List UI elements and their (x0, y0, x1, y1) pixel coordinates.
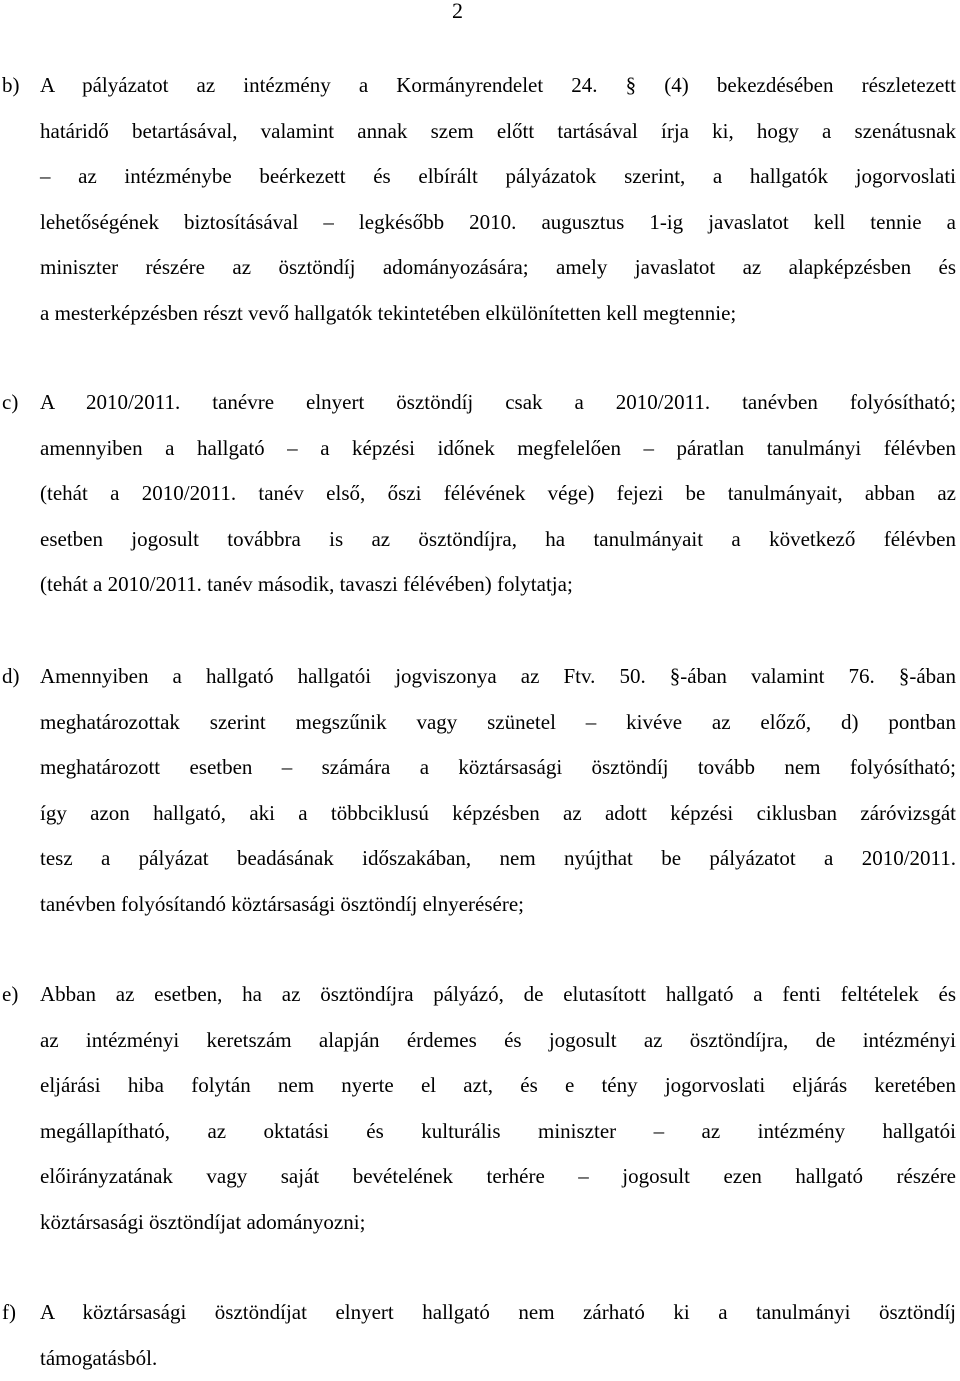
text-line: A 2010/2011. tanévre elnyert ösztöndíj csak a 2010/2011. tanévben folyósítható; (40, 380, 956, 426)
text-line: tanévben folyósítandó köztársasági ösztöndíj elnyerésére; (40, 882, 956, 928)
text-line: Abban az esetben, ha az ösztöndíjra pályázó, de elutasított hallgató a fenti feltételek és (40, 972, 956, 1018)
text-line: tesz a pályázat beadásának időszakában, nem nyújthat be pályázatot a 2010/2011. (40, 836, 956, 882)
text-line: (tehát a 2010/2011. tanév második, tavaszi félévében) folytatja; (40, 562, 956, 608)
page-number: 2 (452, 0, 463, 24)
paragraph-text (40, 63, 956, 336)
text-line: köztársasági ösztöndíjat adományozni; (40, 1200, 956, 1246)
paragraph-text (40, 380, 956, 608)
text-line: határidő betartásával, valamint annak szem előtt tartásával írja ki, hogy a szenátusnak (40, 109, 956, 155)
text-line: az intézményi keretszám alapján érdemes és jogosult az ösztöndíjra, de intézményi (40, 1018, 956, 1064)
item-letter: c) (2, 380, 18, 426)
text-line: esetben jogosult továbbra is az ösztöndíjra, ha tanulmányait a következő félévben (40, 517, 956, 563)
item-letter: d) (2, 654, 20, 700)
text-line: előirányzatának vagy saját bevételének terhére – jogosult ezen hallgató részére (40, 1154, 956, 1200)
text-line: – az intézménybe beérkezett és elbírált pályázatok szerint, a hallgatók jogorvoslati (40, 154, 956, 200)
paragraph-text (40, 972, 956, 1245)
text-line: A köztársasági ösztöndíjat elnyert hallgató nem zárható ki a tanulmányi ösztöndíj (40, 1290, 956, 1336)
text-line: meghatározottak szerint megszűnik vagy szünetel – kivéve az előző, d) pontban (40, 700, 956, 746)
text-line: (tehát a 2010/2011. tanév első, őszi félévének vége) fejezi be tanulmányait, abban az (40, 471, 956, 517)
item-letter: b) (2, 63, 20, 109)
text-line: támogatásból. (40, 1336, 956, 1381)
text-line: meghatározott esetben – számára a köztársasági ösztöndíj tovább nem folyósítható; (40, 745, 956, 791)
paragraph-text (40, 1290, 956, 1381)
text-line: miniszter részére az ösztöndíj adományozására; amely javaslatot az alapképzésben és (40, 245, 956, 291)
text-line: eljárási hiba folytán nem nyerte el azt, és e tény jogorvoslati eljárás keretében (40, 1063, 956, 1109)
text-line: Amennyiben a hallgató hallgatói jogviszonya az Ftv. 50. §-ában valamint 76. §-ában (40, 654, 956, 700)
item-letter: e) (2, 972, 18, 1018)
text-line: lehetőségének biztosításával – legkésőbb 2010. augusztus 1-ig javaslatot kell tennie a (40, 200, 956, 246)
text-line: megállapítható, az oktatási és kulturális miniszter – az intézmény hallgatói (40, 1109, 956, 1155)
item-letter: f) (2, 1290, 16, 1336)
text-line: a mesterképzésben részt vevő hallgatók tekintetében elkülönítetten kell megtennie; (40, 291, 956, 337)
text-line: A pályázatot az intézmény a Kormányrendelet 24. § (4) bekezdésében részletezett (40, 63, 956, 109)
text-line: így azon hallgató, aki a többciklusú képzésben az adott képzési ciklusban záróvizsgát (40, 791, 956, 837)
text-line: amennyiben a hallgató – a képzési időnek megfelelően – páratlan tanulmányi félévben (40, 426, 956, 472)
paragraph-text (40, 654, 956, 927)
